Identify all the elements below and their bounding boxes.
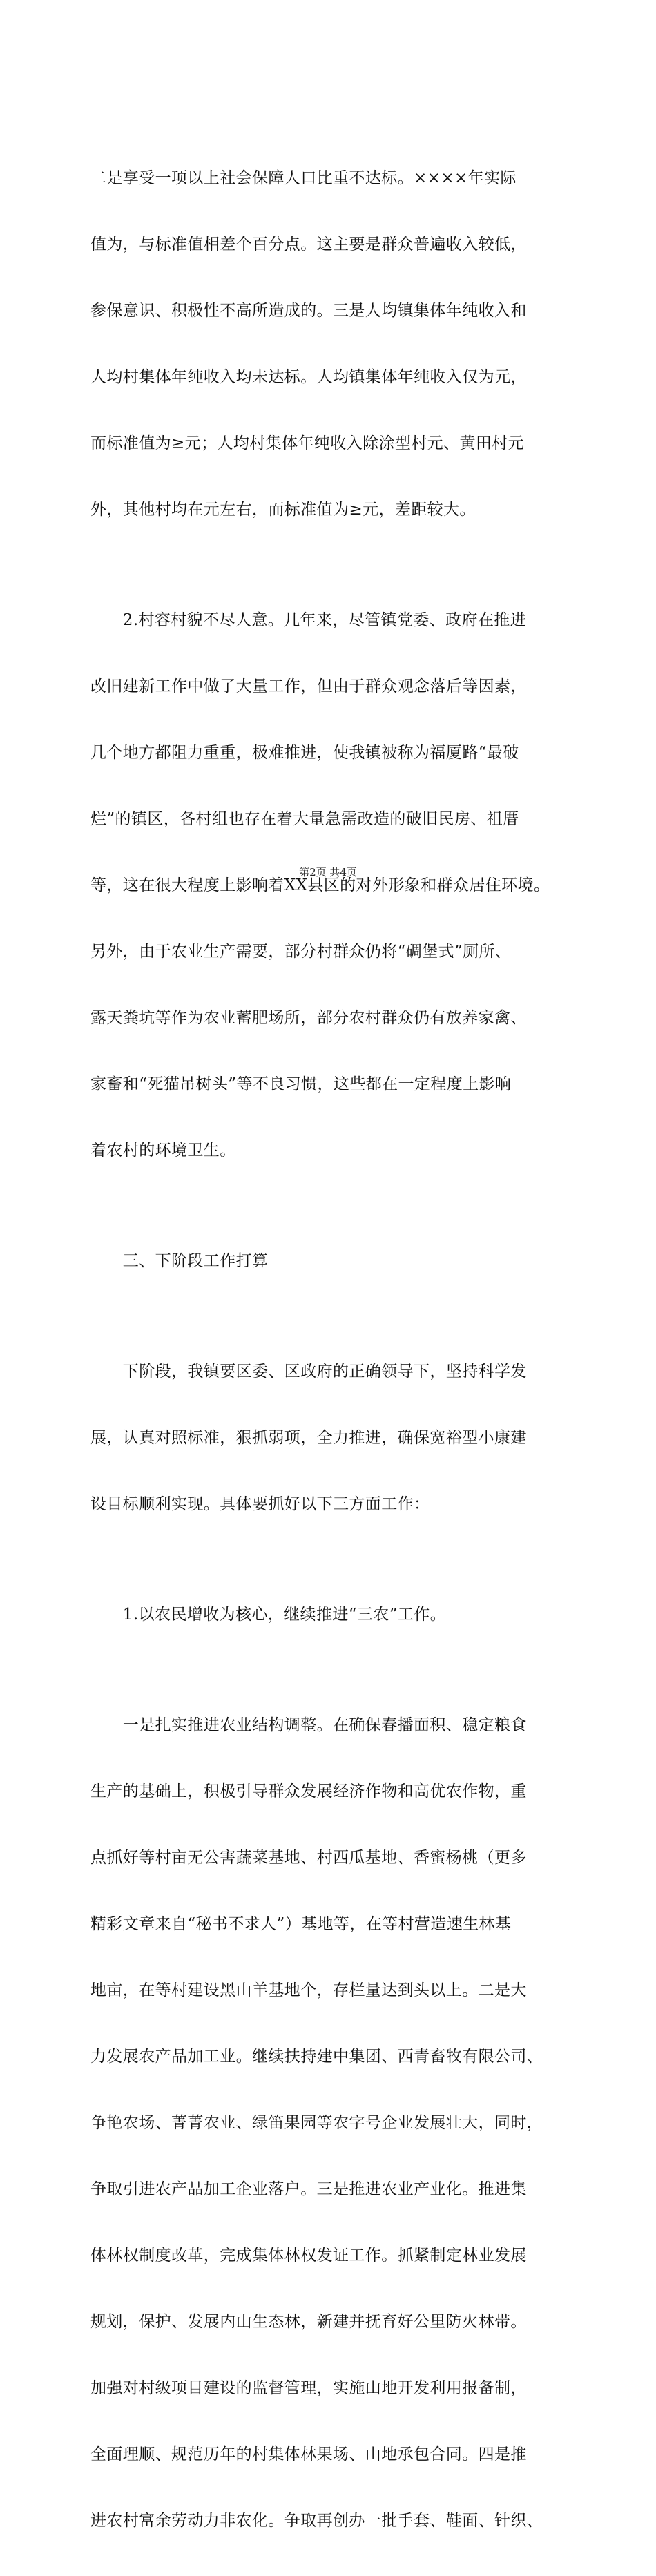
text-line: 而标准值为≥元；人均村集体年纯收入除涂型村元、黄田村元	[90, 434, 525, 452]
subheading: 1.以农民增收为核心，继续推进“三农”工作。	[90, 1606, 447, 1624]
text-line: 一是扎实推进农业结构调整。在确保春播面积、稳定粮食	[90, 1716, 527, 1734]
text-line: 露天粪坑等作为农业蓄肥场所，部分农村群众仍有放养家禽、	[90, 1009, 527, 1027]
text-line: 争艳农场、菁菁农业、绿笛果园等农字号企业发展壮大，同时，	[90, 2114, 543, 2132]
text-line: 参保意识、积极性不高所造成的。三是人均镇集体年纯收入和	[90, 302, 527, 320]
text-line: 进农村富余劳动力非农化。争取再创办一批手套、鞋面、针织、	[90, 2512, 543, 2530]
paragraph-social-security	[90, 123, 574, 565]
paragraph-next-stage-intro	[90, 1316, 574, 1559]
text-line: 展，认真对照标准，狠抓弱项，全力推进，确保宽裕型小康建	[90, 1429, 527, 1447]
subheading-farmer-income	[90, 1559, 574, 1670]
text-line: 改旧建新工作中做了大量工作，但由于群众观念落后等因素，	[90, 677, 527, 695]
text-line: 生产的基础上，积极引导群众发展经济作物和高优农作物，重	[90, 1782, 527, 1800]
text-line: 几个地方都阻力重重，极难推进，使我镇被称为福厦路“最破	[90, 744, 519, 762]
text-line: 烂”的镇区，各村组也存在着大量急需改造的破旧民房、祖厝	[90, 810, 519, 828]
text-line: 全面理顺、规范历年的村集体林果场、山地承包合同。四是推	[90, 2445, 527, 2463]
document-body	[90, 123, 574, 2576]
text-line: 力发展农产品加工业。继续扶持建中集团、西青畜牧有限公司、	[90, 2048, 543, 2066]
text-line: 精彩文章来自“秘书不求人”）基地等，在等村营造速生林基	[90, 1915, 512, 1933]
section-heading: 三、下阶段工作打算	[90, 1252, 269, 1270]
page-number-footer: 第2页 共4页	[299, 866, 357, 878]
text-line: 家畜和“死猫吊树头”等不良习惯，这些都在一定程度上影响	[90, 1075, 512, 1093]
text-line: 着农村的环境卫生。	[90, 1142, 236, 1160]
text-line: 加强对村级项目建设的监督管理，实施山地开发利用报备制，	[90, 2379, 527, 2397]
text-line: 外，其他村均在元左右，而标准值为≥元，差距较大。	[90, 501, 476, 519]
text-line: 等，这在很大程度上影响着XX县区的对外形象和群众居住环境。	[90, 876, 550, 894]
paragraph-village-appearance	[90, 565, 574, 1206]
text-line: 点抓好等村亩无公害蔬菜基地、村西瓜基地、香蜜杨桃（更多	[90, 1849, 527, 1867]
text-line: 人均村集体年纯收入均未达标。人均镇集体年纯收入仅为元，	[90, 368, 527, 386]
paragraph-agriculture-structure	[90, 1670, 574, 2576]
text-line: 另外，由于农业生产需要，部分村群众仍将“碉堡式”厕所、	[90, 943, 512, 961]
text-line: 二是享受一项以上社会保障人口比重不达标。××××年实际	[90, 169, 517, 187]
text-line: 值为，与标准值相差个百分点。这主要是群众普遍收入较低，	[90, 236, 527, 253]
text-line: 设目标顺利实现。具体要抓好以下三方面工作：	[90, 1495, 430, 1513]
text-line: 体林权制度改革，完成集体林权发证工作。抓紧制定林业发展	[90, 2247, 527, 2265]
text-line: 下阶段，我镇要区委、区政府的正确领导下，坚持科学发	[90, 1363, 527, 1381]
text-line: 地亩，在等村建设黑山羊基地个，存栏量达到头以上。二是大	[90, 1981, 527, 1999]
text-line: 规划，保护、发展内山生态林，新建并抚育好公里防火林带。	[90, 2313, 527, 2331]
section-heading-next-stage	[90, 1206, 574, 1316]
text-line: 2.村容村貌不尽人意。几年来，尽管镇党委、政府在推进	[90, 611, 527, 629]
text-line: 争取引进农产品加工企业落户。三是推进农业产业化。推进集	[90, 2180, 527, 2198]
